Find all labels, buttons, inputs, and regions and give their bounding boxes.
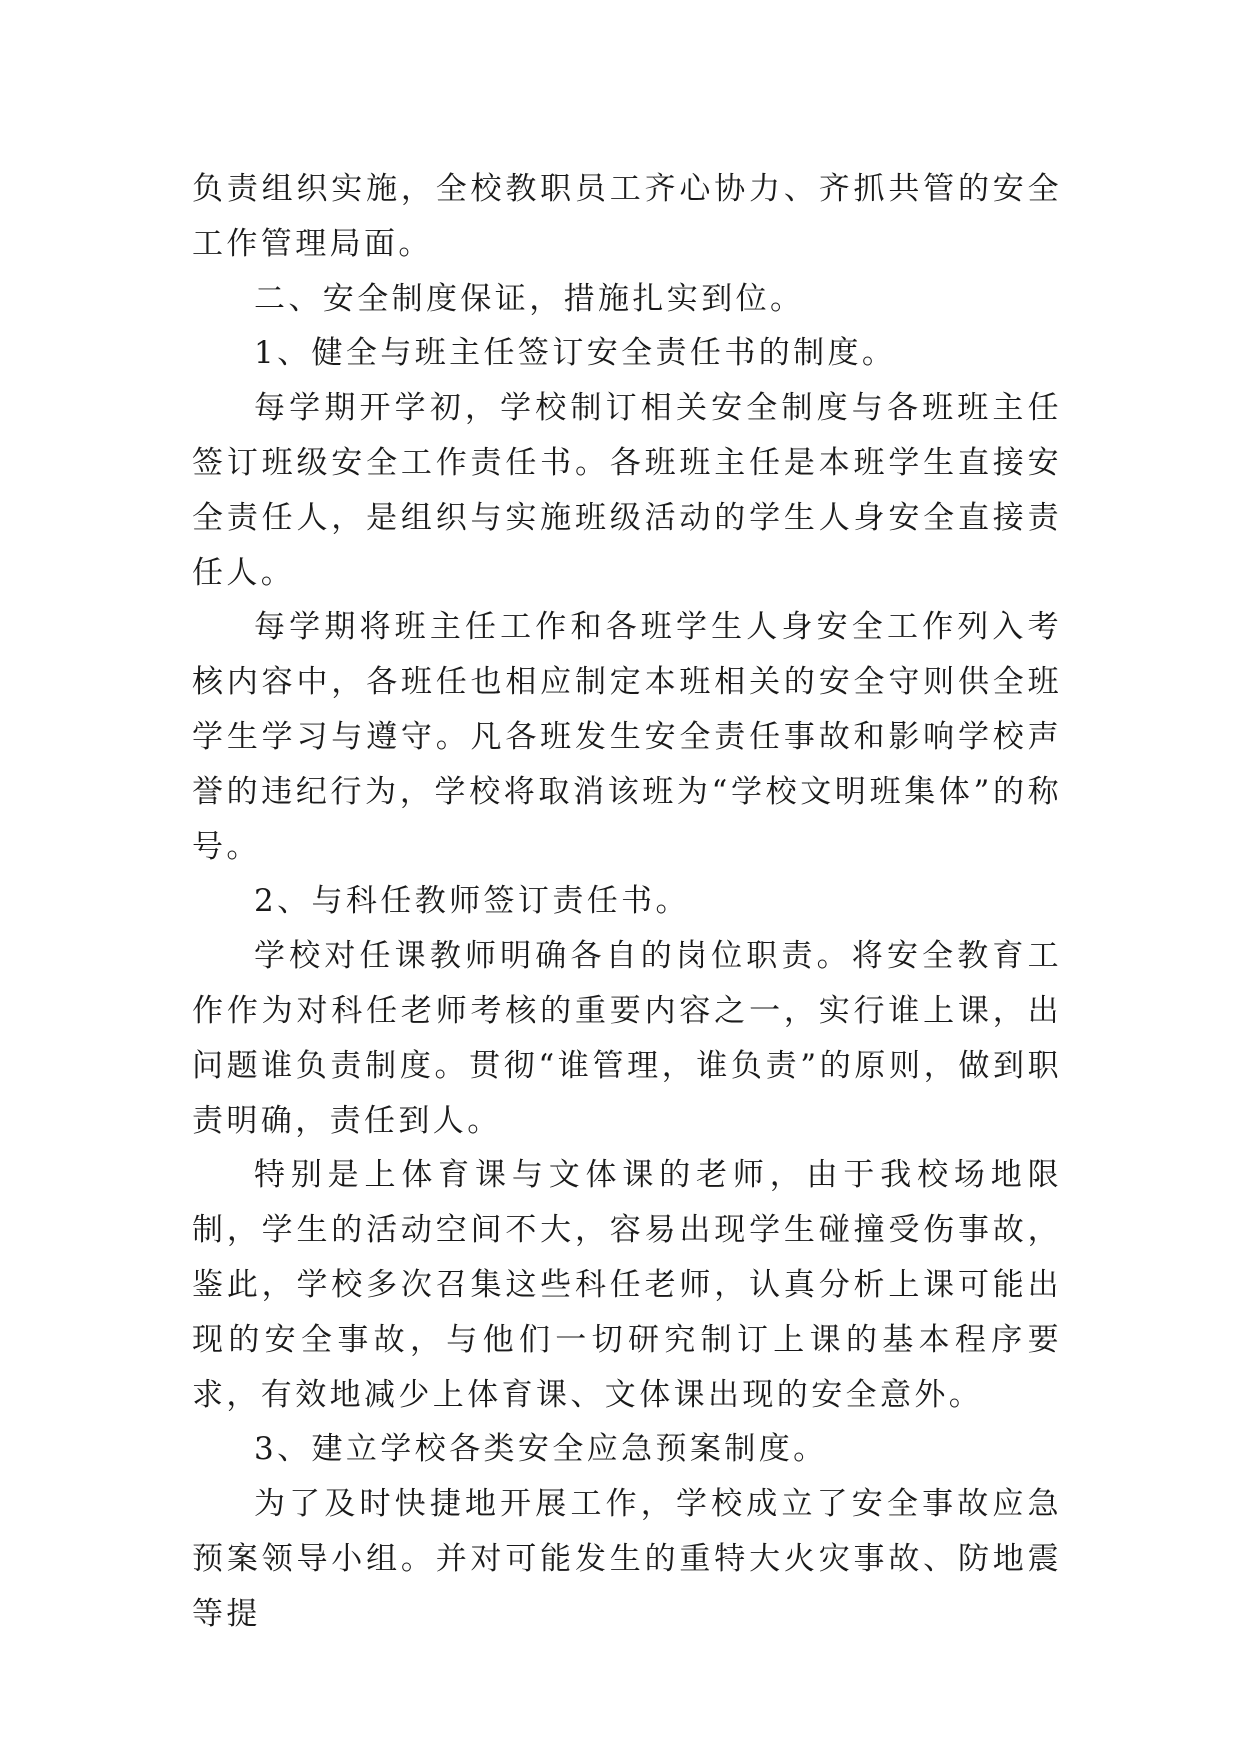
subheading-3: 3、建立学校各类安全应急预案制度。 <box>254 1431 828 1468</box>
subheading-1: 1、健全与班主任签订安全责任书的制度。 <box>254 335 897 372</box>
paragraph: 为了及时快捷地开展工作，学校成立了安全事故应急预案领导小组。并对可能发生的重特大火灾事故、防地震等提 <box>192 1486 1062 1632</box>
paragraph: 每学期开学初，学校制订相关安全制度与各班班主任签订班级安全工作责任书。各班班主任是本班学生直接安全责任人，是组织与实施班级活动的学生人身安全直接责任人。 <box>192 390 1062 591</box>
document-body <box>192 162 1062 1642</box>
paragraph: 特别是上体育课与文体课的老师，由于我校场地限制，学生的活动空间不大，容易出现学生碰撞受伤事故，鉴此，学校多次召集这些科任老师，认真分析上课可能出现的安全事故，与他们一切研究制订上课的基本程序要求，有效地减少上体育课、文体课出现的安全意外。 <box>192 1157 1062 1413</box>
paragraph-continuation: 负责组织实施，全校教职员工齐心协力、齐抓共管的安全工作管理局面。 <box>192 171 1062 262</box>
paragraph: 学校对任课教师明确各自的岗位职责。将安全教育工作作为对科任老师考核的重要内容之一，实行谁上课，出问题谁负责制度。贯彻“谁管理，谁负责”的原则，做到职责明确，责任到人。 <box>192 938 1062 1139</box>
heading-section-2: 二、安全制度保证，措施扎实到位。 <box>254 280 805 317</box>
subheading-2: 2、与科任教师签订责任书。 <box>254 883 690 920</box>
paragraph: 每学期将班主任工作和各班学生人身安全工作列入考核内容中，各班任也相应制定本班相关的安全守则供全班学生学习与遵守。凡各班发生安全责任事故和影响学校声誉的违纪行为，学校将取消该班为“学校文明班集体”的称号。 <box>192 609 1062 865</box>
